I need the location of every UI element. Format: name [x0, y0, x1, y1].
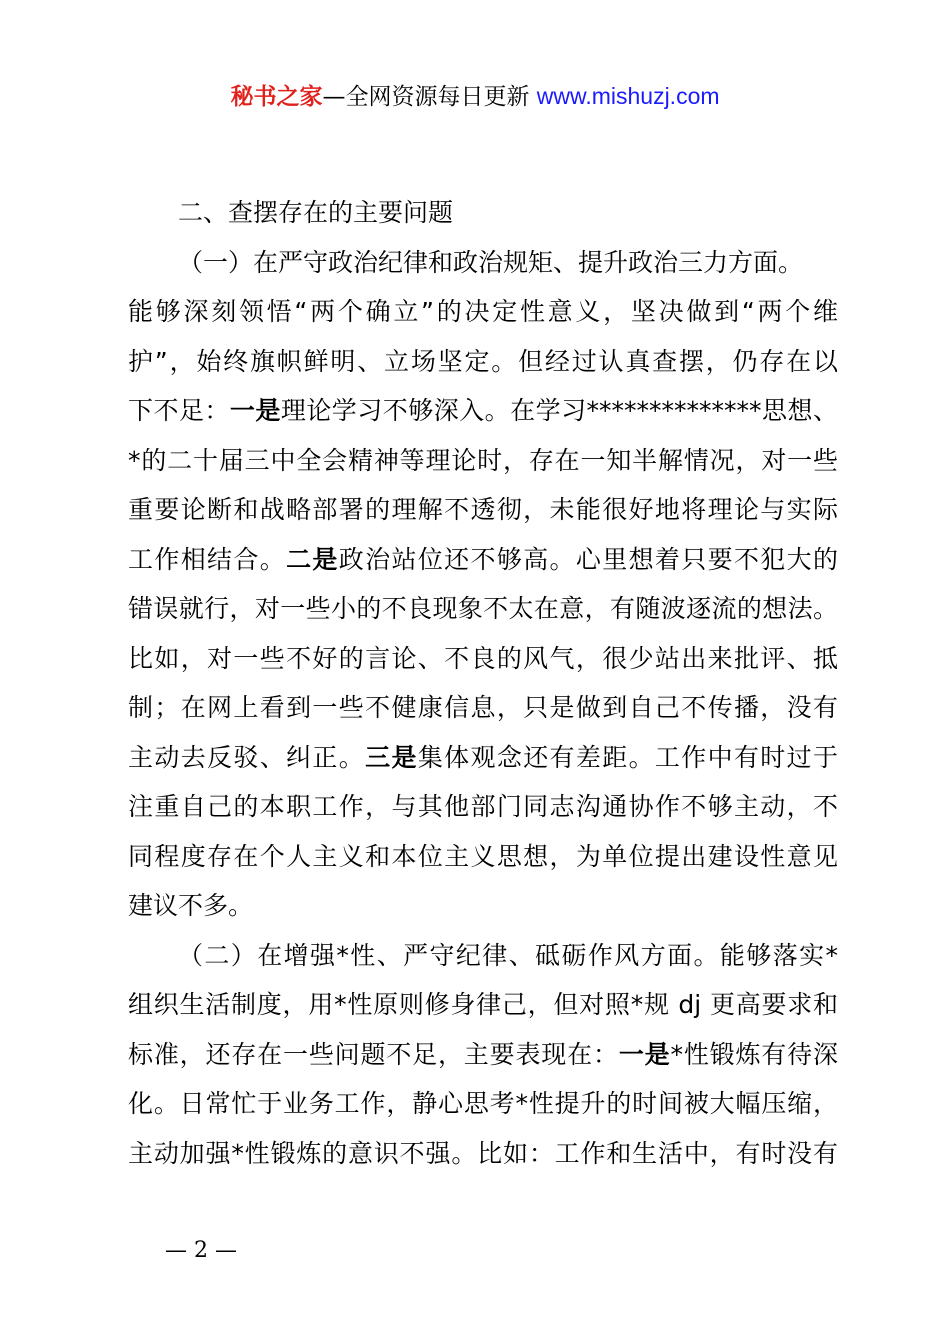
- paragraph-line: 注重自己的本职工作，与其他部门同志沟通协作不够主动，不: [128, 792, 838, 821]
- point-marker-3: 三是: [365, 742, 418, 772]
- paragraph-line: 主动加强*性锻炼的意识不强。比如：工作和生活中，有时没有: [128, 1138, 838, 1168]
- paragraph-line: 护”，始终旗帜鲜明、立场坚定。但经过认真查摆，仍存在以: [128, 346, 838, 376]
- paragraph-line: 标准，还存在一些问题不足，主要表现在：一是*性锻炼有待深: [128, 1039, 838, 1069]
- paragraph-line: 主动去反驳、纠正。三是集体观念还有差距。工作中有时过于: [128, 742, 838, 772]
- document-body: [128, 188, 838, 1178]
- paragraph-line: 比如，对一些不好的言论、不良的风气，很少站出来批评、抵: [128, 643, 838, 673]
- subsection-heading-1: （一）在严守政治纪律和政治规矩、提升政治三力方面。: [178, 247, 804, 277]
- point-marker-2: 二是: [286, 544, 339, 574]
- subsection-heading-2: （二）在增强*性、严守纪律、砥砺作风方面。能够落实*: [178, 940, 838, 970]
- paragraph-line: 同程度存在个人主义和本位主义思想，为单位提出建设性意见: [128, 841, 838, 871]
- paragraph-line: 下不足：一是理论学习不够深入。在学习**************思想、: [128, 396, 838, 425]
- paragraph-line: 重要论断和战略部署的理解不透彻，未能很好地将理论与实际: [128, 495, 838, 524]
- section-heading: 二、查摆存在的主要问题: [178, 198, 454, 227]
- page-number: — 2 —: [165, 1238, 237, 1263]
- site-header: [0, 80, 950, 113]
- site-url-link[interactable]: www.mishuzj.com: [536, 83, 720, 109]
- paragraph-line: 工作相结合。二是政治站位还不够高。心里想着只要不犯大的: [128, 544, 838, 574]
- paragraph-line: 能够深刻领悟“两个确立”的决定性意义，坚决做到“两个维: [128, 297, 838, 326]
- paragraph-line: 组织生活制度，用*性原则修身律己，但对照*规 dj 更高要求和: [128, 990, 838, 1019]
- paragraph-line: 化。日常忙于业务工作，静心思考*性提升的时间被大幅压缩，: [128, 1089, 838, 1118]
- point-marker-1: 一是: [229, 396, 281, 425]
- site-tagline: —全网资源每日更新: [322, 84, 537, 110]
- paragraph-line: 错误就行，对一些小的不良现象不太在意，有随波逐流的想法。: [128, 594, 838, 623]
- paragraph-line: *的二十届三中全会精神等理论时，存在一知半解情况，对一些: [128, 445, 838, 475]
- paragraph-line: 制；在网上看到一些不健康信息，只是做到自己不传播，没有: [128, 693, 838, 722]
- paragraph-line: 建议不多。: [128, 891, 254, 920]
- site-brand: 秘书之家: [230, 84, 323, 110]
- point-marker-4: 一是: [618, 1039, 671, 1069]
